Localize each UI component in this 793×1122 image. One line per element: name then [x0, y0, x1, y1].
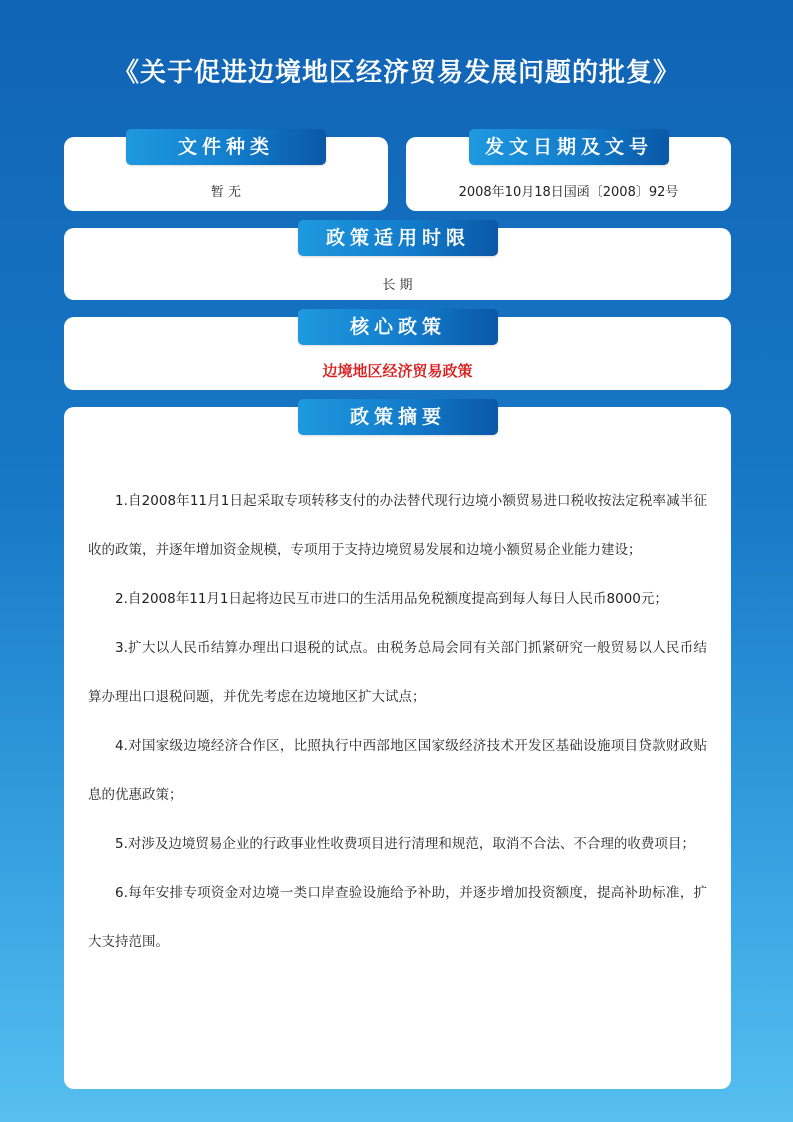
document-title: 《关于促进边境地区经济贸易发展问题的批复》 [112, 58, 680, 88]
summary-paragraph: 1.自2008年11月1日起采取专项转移支付的办法替代现行边境小额贸易进口税收按法定税率减半征收的政策，并逐年增加资金规模，专项用于支持边境贸易发展和边境小额贸易企业能力建设； [88, 493, 707, 558]
summary-paragraph: 4.对国家级边境经济合作区，比照执行中西部地区国家级经济技术开发区基础设施项目贷款财政贴息的优惠政策； [88, 738, 707, 803]
issue-info-value: 2008年10月18日国函〔2008〕92号 [458, 185, 679, 200]
summary-paragraph: 2.自2008年11月1日起将边民互市进口的生活用品免税额度提高到每人每日人民币8000元； [115, 591, 668, 607]
file-type-value: 暂 无 [210, 185, 242, 200]
issue-info-label: 发文日期及文号 [469, 129, 669, 165]
validity-card [64, 228, 731, 300]
summary-card [64, 407, 731, 1089]
summary-paragraph: 3.扩大以人民币结算办理出口退税的试点。由税务总局会同有关部门抓紧研究一般贸易以人民币结算办理出口退税问题，并优先考虑在边境地区扩大试点； [88, 640, 707, 705]
summary-paragraph: 6.每年安排专项资金对边境一类口岸查验设施给予补助，并逐步增加投资额度，提高补助标准，扩大支持范围。 [88, 885, 707, 950]
issue-info-card [406, 137, 731, 211]
summary-paragraph: 5.对涉及边境贸易企业的行政事业性收费项目进行清理和规范，取消不合法、不合理的收费项目； [115, 836, 695, 852]
core-policy-card [64, 317, 731, 390]
validity-value: 长 期 [382, 278, 413, 293]
summary-label: 政策摘要 [298, 399, 498, 435]
validity-label: 政策适用时限 [298, 220, 498, 256]
file-type-card [64, 137, 388, 211]
summary-body [88, 477, 707, 967]
file-type-label: 文件种类 [126, 129, 326, 165]
core-policy-label: 核心政策 [298, 309, 498, 345]
core-policy-value: 边境地区经济贸易政策 [322, 362, 473, 380]
